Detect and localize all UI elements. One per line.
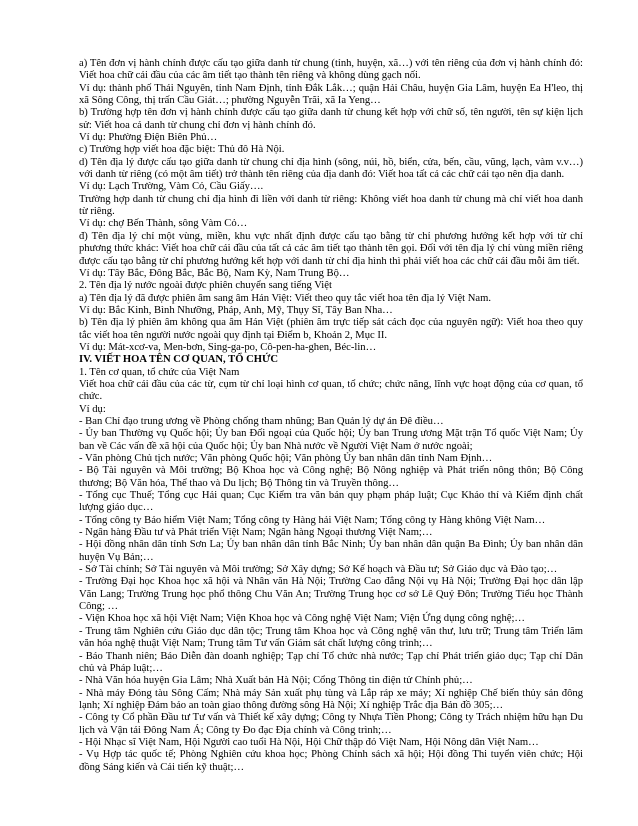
paragraph: - Văn phòng Chủ tịch nước; Văn phòng Quốc hội; Văn phòng Ủy ban nhân dân tỉnh Nam Định… xyxy=(79,453,493,464)
paragraph: Ví dụ: Bắc Kinh, Bình Nhưỡng, Pháp, Anh, Mỹ, Thụy Sĩ, Tây Ban Nha… xyxy=(79,304,393,316)
paragraph: - Viện Khoa học xã hội Việt Nam; Viện Khoa học và Công nghệ Việt Nam; Viện Ứng dụng công nghệ;… xyxy=(79,613,525,625)
paragraph: 2. Tên địa lý nước ngoài được phiên chuyển sang tiếng Việt xyxy=(79,280,332,292)
paragraph: - Vụ Hợp tác quốc tế; Phòng Nghiên cứu khoa học; Phòng Chính sách xã hội; Hội đồng Thi tuyển viên chức; Hội đồng Sáng kiến và Cải tiến kỹ thuật;… xyxy=(79,749,583,773)
paragraph: Ví dụ: Lạch Trường, Vàm Cỏ, Cầu Giấy…. xyxy=(79,181,264,193)
paragraph: Ví dụ: thành phố Thái Nguyên, tỉnh Nam Định, tỉnh Đắk Lắk…; quận Hải Châu, huyện Gia Lâm, huyện Ea H'leo, thị xã Sông Công, thị trấn Cầu Giát…; phường Nguyễn Trãi, xã Ia Yeng… xyxy=(79,82,583,107)
paragraph: c) Trường hợp viết hoa đặc biệt: Thủ đô Hà Nội. xyxy=(79,144,285,156)
paragraph: đ) Tên địa lý chỉ một vùng, miền, khu vực nhất định được cấu tạo bằng từ chỉ phương hướng kết hợp với từ chỉ phương thức khác: Viết hoa chữ cái đầu của tất cả các âm tiết tạo thành tên gọi. Đối với tên địa lý chỉ vùng miền riêng được cấu tạo bằng từ chỉ phương hướng kết hợp với danh từ chỉ địa hình thì phải viết hoa các chữ cái đầu mỗi âm tiết. xyxy=(79,230,583,267)
paragraph: - Bộ Tài nguyên và Môi trường; Bộ Khoa học và Công nghệ; Bộ Nông nghiệp và Phát triển nông thôn; Bộ Công thương; Bộ Văn hóa, Thể thao và Du lịch; Bộ Thông tin và Truyền thông… xyxy=(79,465,583,489)
paragraph: a) Tên địa lý đã được phiên âm sang âm Hán Việt: Viết theo quy tắc viết hoa tên địa lý Việt Nam. xyxy=(79,292,491,304)
paragraph: Ví dụ: Tây Bắc, Đông Bắc, Bắc Bộ, Nam Kỳ, Nam Trung Bộ… xyxy=(79,267,350,279)
paragraph: - Hội đồng nhân dân tỉnh Sơn La; Ủy ban nhân dân tỉnh Bắc Ninh; Ủy ban nhân dân quận Ba Đình; Ủy ban nhân dân huyện Vụ Bản;… xyxy=(79,539,583,563)
paragraph: b) Tên địa lý phiên âm không qua âm Hán Việt (phiên âm trực tiếp sát cách đọc của nguyên ngữ): Viết hoa theo quy tắc viết hoa tên người nước ngoài quy định tại Điểm b, Khoản 2, Mục II. xyxy=(79,317,583,341)
paragraph: 1. Tên cơ quan, tổ chức của Việt Nam xyxy=(79,366,240,378)
paragraph: Ví dụ: chợ Bến Thành, sông Vàm Cỏ… xyxy=(79,218,248,230)
paragraph: - Công ty Cổ phần Đầu tư Tư vấn và Thiết kế xây dựng; Công ty Nhựa Tiền Phong; Công ty Trách nhiệm hữu hạn Du lịch và Vận tải Đông Nam Á; Công ty Đo đạc Địa chính và Công trình;… xyxy=(79,712,583,736)
paragraph: - Ủy ban Thường vụ Quốc hội; Ủy ban Đối ngoại của Quốc hội; Ủy ban Trung ương Mặt trận Tổ quốc Việt Nam; Ủy ban về Các vấn đề xã hội của Quốc hội; Ủy ban Nhà nước về Người Việt Nam ở nước ngoài; xyxy=(79,428,583,452)
paragraph: Ví dụ: xyxy=(79,403,106,415)
paragraph: - Báo Thanh niên; Báo Diễn đàn doanh nghiệp; Tạp chí Tổ chức nhà nước; Tạp chí Phát triển giáo dục; Tạp chí Dân chủ và Pháp luật;… xyxy=(79,650,583,674)
paragraph: - Trung tâm Nghiên cứu Giáo dục dân tộc; Trung tâm Khoa học và Công nghệ văn thư, lưu trữ; Trung tâm Triển lãm văn hóa nghệ thuật Việt Nam; Trung tâm Tư vấn Giám sát chất lượng công trình;… xyxy=(79,625,583,650)
paragraph: - Tổng công ty Bảo hiểm Việt Nam; Tổng công ty Hàng hải Việt Nam; Tổng công ty Hàng không Việt Nam… xyxy=(79,514,546,526)
section-heading: IV. VIẾT HOA TÊN CƠ QUAN, TỔ CHỨC xyxy=(79,354,279,366)
paragraph: - Ban Chỉ đạo trung ương về Phòng chống tham nhũng; Ban Quản lý dự án Đê điều… xyxy=(79,415,444,427)
paragraph: - Trường Đại học Khoa học xã hội và Nhân văn Hà Nội; Trường Cao đẳng Nội vụ Hà Nội; Trường Đại học dân lập Văn Lang; Trường Trung học phổ thông Chu Văn An; Trường Trung học cơ sở Lê Quý Đôn; Trường Tiểu học Thành Công; … xyxy=(79,576,583,613)
paragraph: - Nhà máy Đóng tàu Sông Cấm; Nhà máy Sản xuất phụ tùng và Lắp ráp xe máy; Xí nghiệp Chế biến thủy sản đông lạnh; Xí nghiệp Đảm bảo an toàn giao thông đường sông Hà Nội; Xí nghiệp Trắc địa Bản đồ 305;… xyxy=(79,687,583,711)
paragraph: Ví dụ: Mát-xcơ-va, Men-bơn, Sing-ga-po, Cô-pen-ha-ghen, Béc-lin… xyxy=(79,341,377,353)
paragraph: d) Tên địa lý được cấu tạo giữa danh từ chung chỉ địa hình (sông, núi, hồ, biển, cửa, bến, cầu, vũng, lạch, vàm v.v…) với danh từ riêng (có một âm tiết) trở thành tên riêng của địa danh đó: Viết hoa tất cả các chữ cái tạo nên địa danh. xyxy=(79,156,583,181)
paragraph: Trường hợp danh từ chung chỉ địa hình đi liền với danh từ riêng: Không viết hoa danh từ chung mà chỉ viết hoa danh từ riêng. xyxy=(79,193,583,218)
paragraph: - Ngân hàng Đầu tư và Phát triển Việt Nam; Ngân hàng Ngoại thương Việt Nam;… xyxy=(79,527,433,539)
paragraph: - Sở Tài chính; Sở Tài nguyên và Môi trường; Sở Xây dựng; Sở Kế hoạch và Đầu tư; Sở Giáo dục và Đào tạo;… xyxy=(79,564,558,576)
paragraph: b) Trường hợp tên đơn vị hành chính được cấu tạo giữa danh từ chung kết hợp với chữ số, tên người, tên sự kiện lịch sử: Viết hoa cả danh từ chung chỉ đơn vị hành chính đó. xyxy=(79,107,583,131)
paragraph: - Hội Nhạc sĩ Việt Nam, Hội Người cao tuổi Hà Nội, Hội Chữ thập đỏ Việt Nam, Hội Nông dân Việt Nam… xyxy=(79,736,539,748)
paragraph: Ví dụ: Phường Điện Biên Phủ… xyxy=(79,132,218,144)
paragraph: - Nhà Văn hóa huyện Gia Lâm; Nhà Xuất bản Hà Nội; Cổng Thông tin điện tử Chính phủ;… xyxy=(79,675,473,687)
paragraph: Viết hoa chữ cái đầu của các từ, cụm từ chỉ loại hình cơ quan, tổ chức; chức năng, lĩnh vực hoạt động của cơ quan, tổ chức. xyxy=(79,378,583,403)
paragraph: a) Tên đơn vị hành chính được cấu tạo giữa danh từ chung (tỉnh, huyện, xã…) với tên riêng của đơn vị hành chính đó: Viết hoa chữ cái đầu của các âm tiết tạo thành tên riêng và không dùng gạch nối. xyxy=(79,58,583,82)
paragraph: - Tổng cục Thuế; Tổng cục Hải quan; Cục Kiểm tra văn bản quy phạm pháp luật; Cục Khảo thí và Kiểm định chất lượng giáo dục… xyxy=(79,490,583,514)
